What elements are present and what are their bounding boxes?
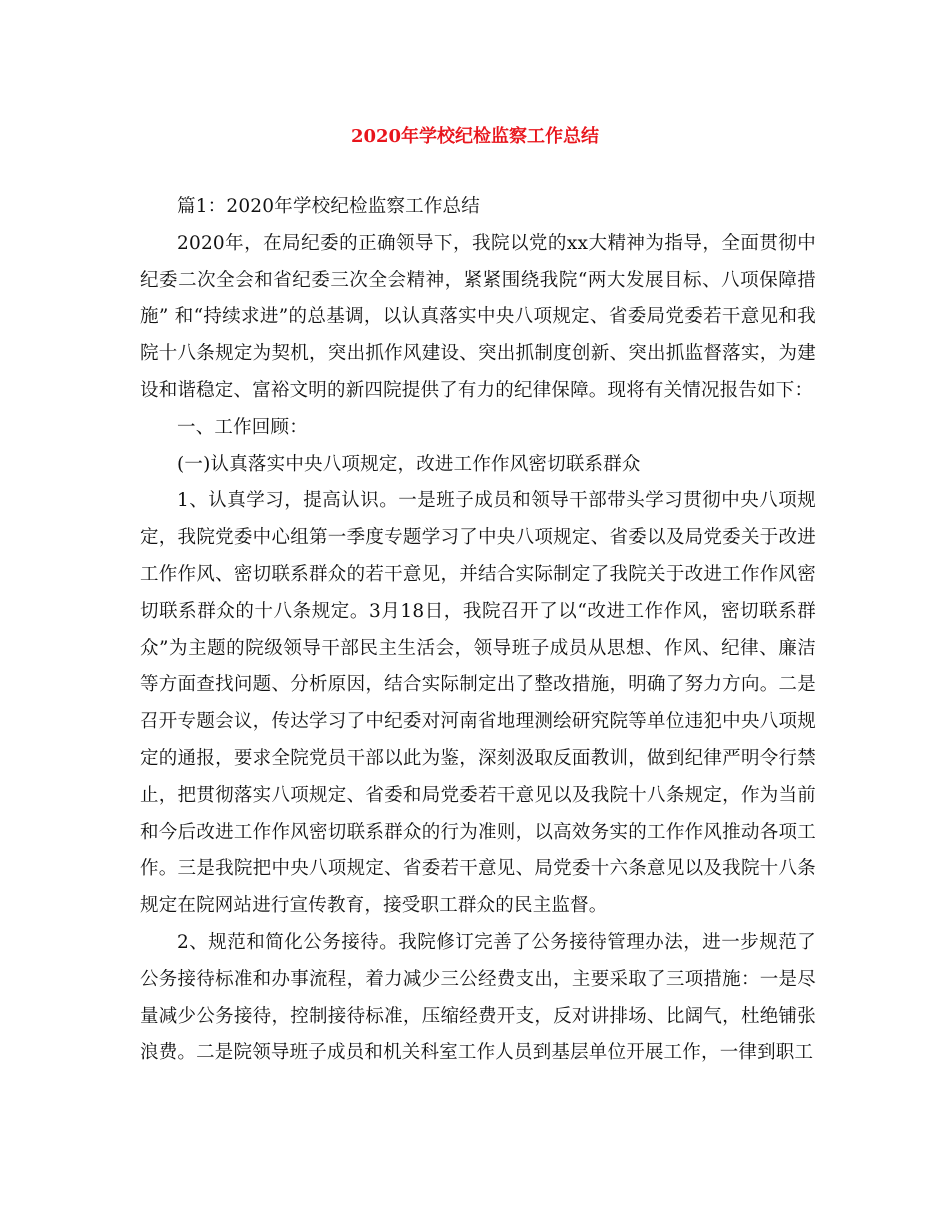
subsection-heading-one: (一)认真落实中央八项规定，改进工作作风密切联系群众: [177, 453, 641, 475]
article-heading: 篇1：2020年学校纪检监察工作总结: [177, 196, 480, 217]
intro-paragraph: 2020年，在局纪委的正确领导下，我院以党的xx大精神为指导，全面贯彻中纪委二次全会和省纪委三次全会精神，紧紧围绕我院“两大发展目标、八项保障措施” 和“持续求进”的总基调，以认真落实中央八项规定、省委局党委若干意见和我院十八条规定为契机，突出抓作风建设、突出抓制度创新、突出抓监督落实，为建设和谐稳定、富裕文明的新四院提供了有力的纪律保障。现将有关情况报告如下：: [140, 232, 816, 401]
document-title: 2020年学校纪检监察工作总结: [350, 126, 600, 147]
section-heading-work-review: 一、工作回顾：: [177, 416, 308, 438]
item-paragraph-1: 1、认真学习，提高认识。一是班子成员和领导干部带头学习贯彻中央八项规定，我院党委中心组第一季度专题学习了中央八项规定、省委以及局党委关于改进工作作风、密切联系群众的若干意见，并结合实际制定了我院关于改进工作作风密切联系群众的十八条规定。3月18日，我院召开了以“改进工作作风，密切联系群众”为主题的院级领导干部民主生活会，领导班子成员从思想、作风、纪律、廉洁等方面查找问题、分析原因，结合实际制定出了整改措施，明确了努力方向。二是召开专题会议，传达学习了中纪委对河南省地理测绘研究院等单位违犯中央八项规定的通报，要求全院党员干部以此为鉴，深刻汲取反面教训，做到纪律严明令行禁止，把贯彻落实八项规定、省委和局党委若干意见以及我院十八条规定，作为当前和今后改进工作作风密切联系群众的行为准则，以高效务实的工作作风推动各项工作。三是我院把中央八项规定、省委若干意见、局党委十六条意见以及我院十八条规定在院网站进行宣传教育，接受职工群众的民主监督。: [140, 490, 816, 917]
item-paragraph-2: 2、规范和简化公务接待。我院修订完善了公务接待管理办法，进一步规范了公务接待标准和办事流程，着力减少三公经费支出，主要采取了三项措施：一是尽量减少公务接待，控制接待标准，压缩经费开支，反对讲排场、比阔气，杜绝铺张浪费。二是院领导班子成员和机关科室工作人员到基层单位开展工作，一律到职工: [140, 931, 816, 1064]
document-body: [140, 189, 816, 1072]
